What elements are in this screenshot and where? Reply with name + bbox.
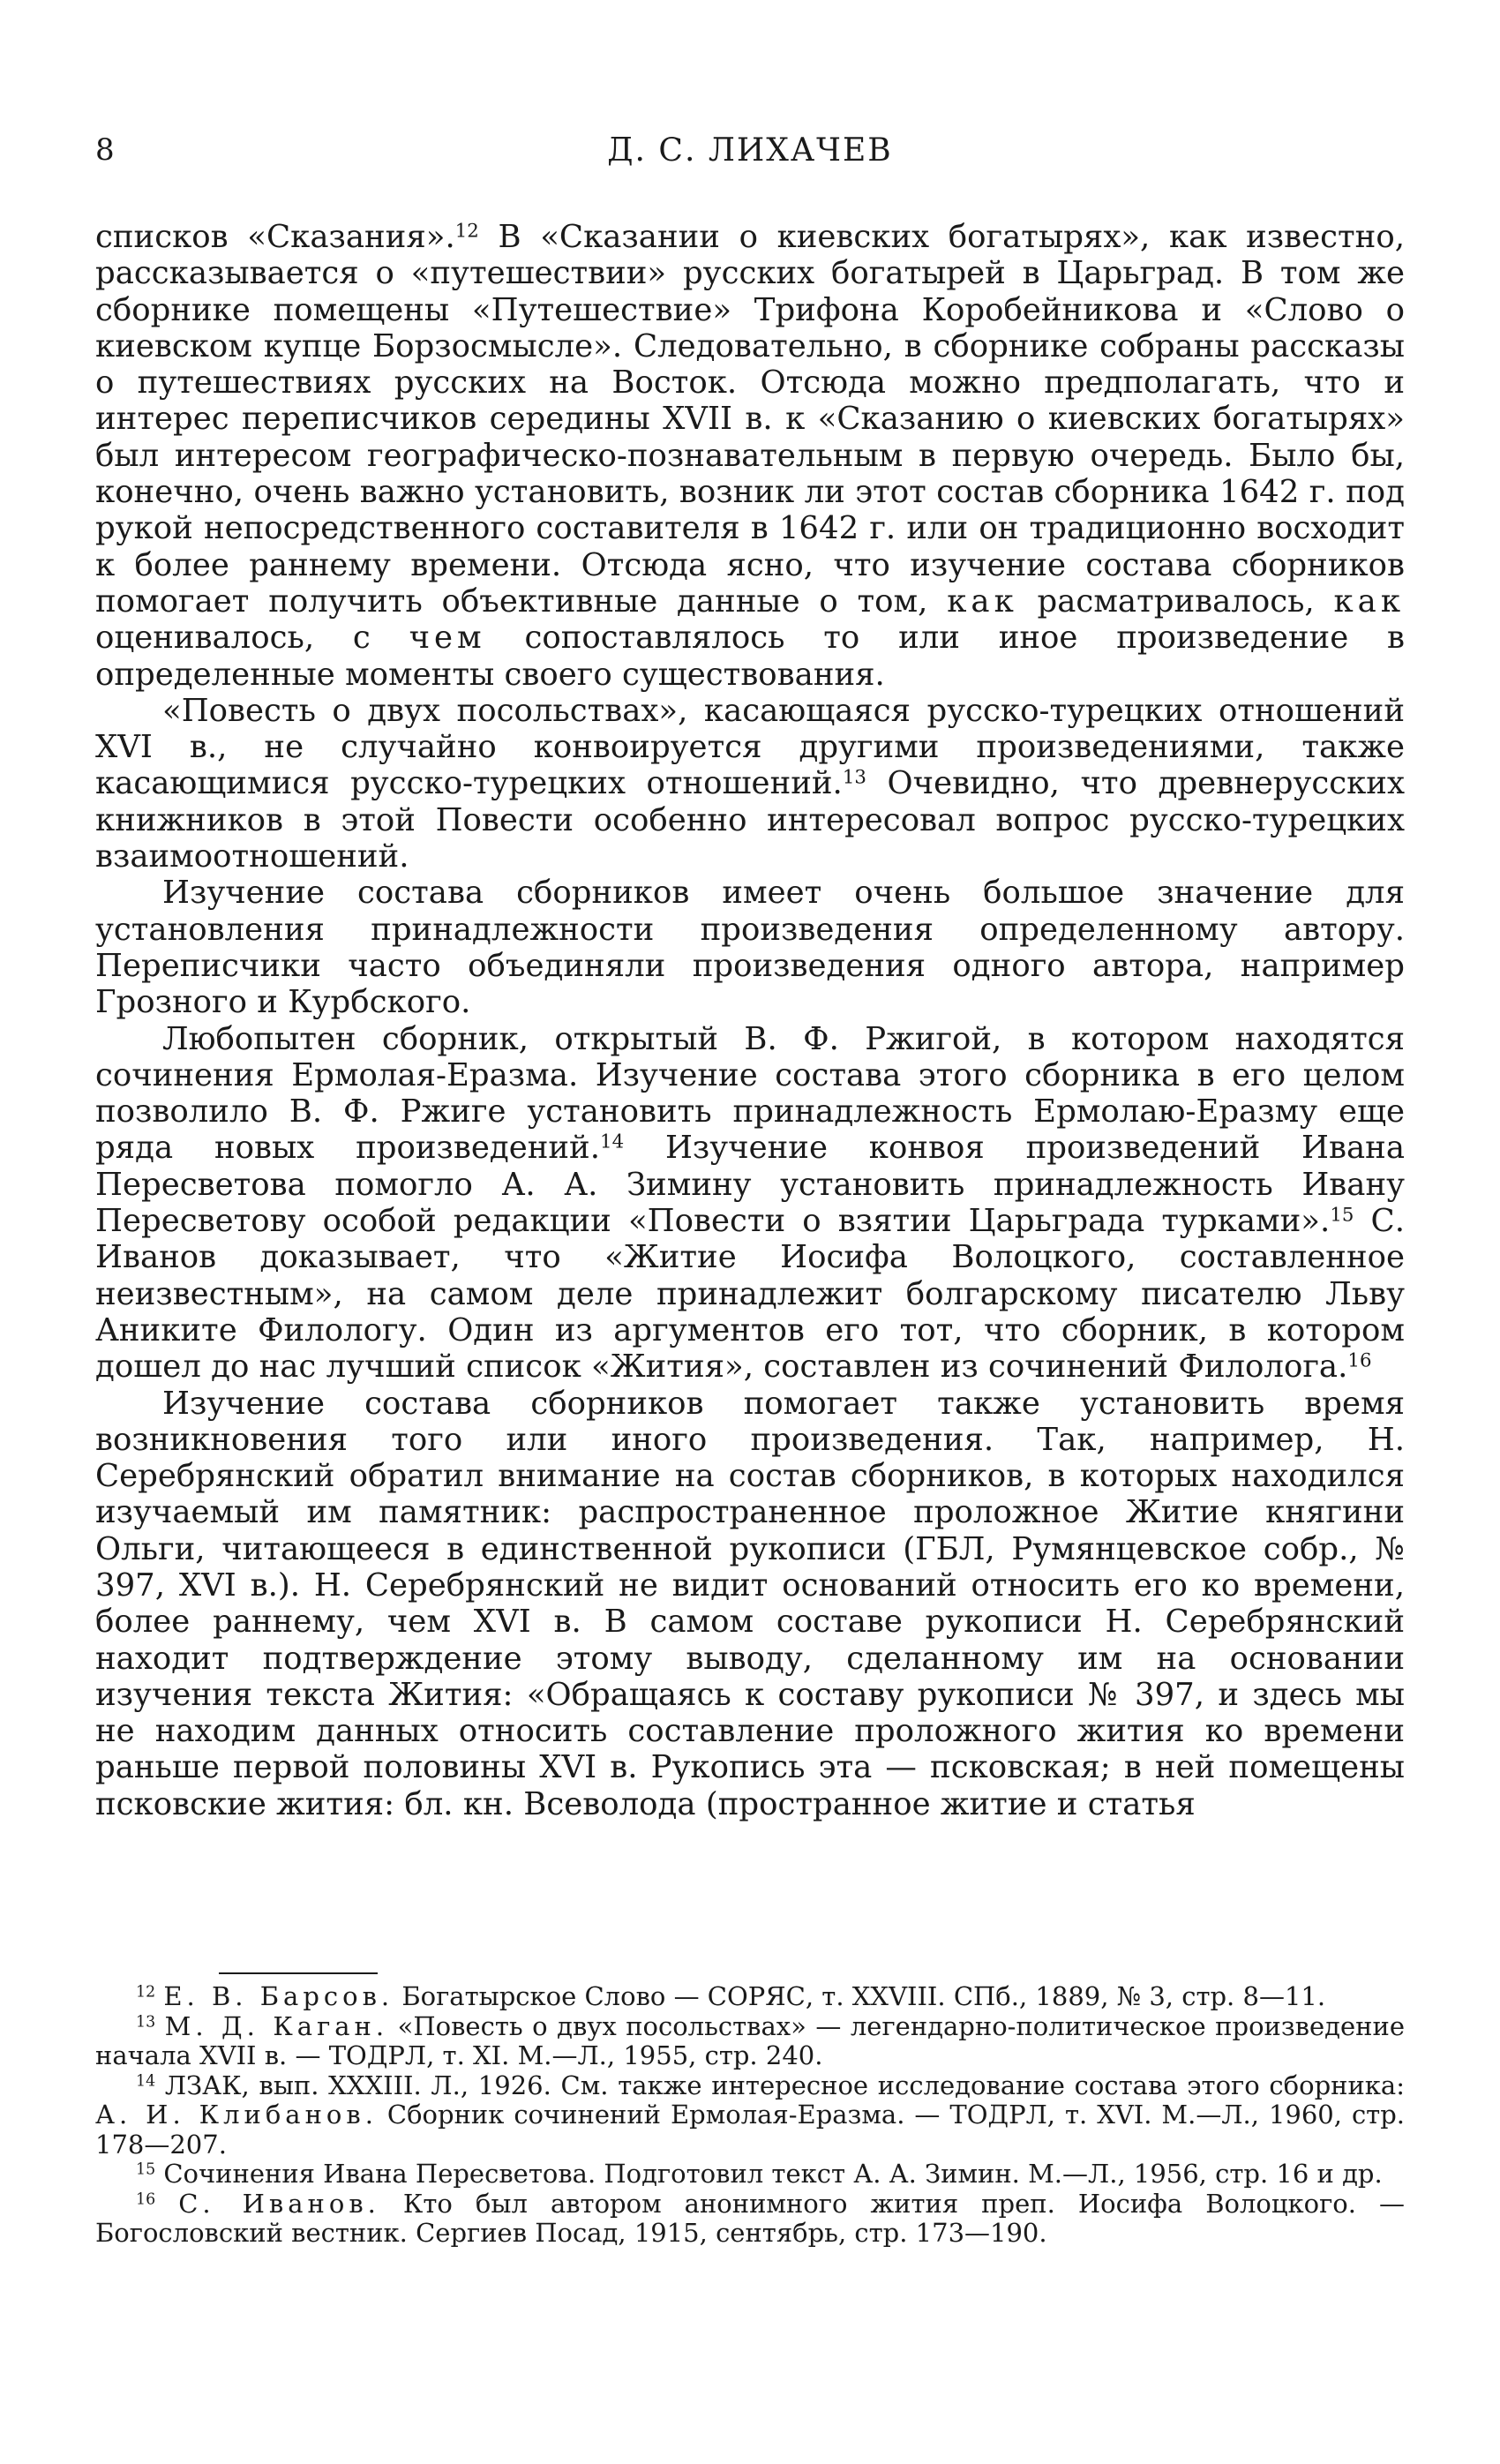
footnote-ref[interactable]: 12 (454, 220, 479, 243)
footnote-ref[interactable]: 15 (1330, 1204, 1354, 1227)
footnote: $^{15}$ Сочинения Ивана Пересветова. Подготовил текст А. А. Зимин. М.—Л., 1956, стр. 16 и др. (136, 2159, 1383, 2189)
footnote-ref[interactable]: 13 (842, 766, 866, 789)
running-title: Д. С. ЛИХАЧЕВ (607, 132, 893, 169)
paragraph: списков «Сказания».$^{12}$ В «Сказании о киевских богатырях», как известно, рассказывается о «путешествии» русских богатырей в Царьград. В том же сборнике помещены «Путешествие» Трифона Коробейникова и «Слово о киевском купце Борзосмысле». Следовательно, в сборнике собраны рассказы о путешествиях русских на Восток. Отсюда можно предполагать, что и интерес переписчиков середины XVII в. к «Сказанию о киевских богатырях» был интересом географическо-познавательным в первую очередь. Было бы, конечно, очень важно установить, возник ли этот состав сборника 1642 г. под рукой непосредственного составителя в 1642 г. или он традиционно восходит к более раннему времени. Отсюда ясно, что изучение состава сборников помогает получить объективные данные о том, как расматривалось, как оценивалось, с чем сопоставлялось то или иное произведение в определенные моменты своего существования. (95, 219, 1406, 693)
page-number: 8 (95, 132, 115, 168)
paragraph: Изучение состава сборников помогает также установить время возникновения того или иного произведения. Так, например, Н. Серебрянский обратил внимание на состав сборников, в которых находился изучаемый им памятник: распространенное проложное Житие княгини Ольги, читающееся в единственной рукописи (ГБЛ, Румянцевское собр., № 397, XVI в.). Н. Серебрянский не видит оснований относить его ко времени, более раннему, чем XVI в. В самом составе рукописи Н. Серебрянский находит подтверждение этому выводу, сделанному им на основании изучения текста Жития: «Обращаясь к составу рукописи № 397, и здесь мы не находим данных относить составление проложного жития ко времени раньше первой половины XVI в. Рукопись эта — псковская; в ней помещены псковские жития: бл. кн. Всеволода (пространное житие и статья (95, 1385, 1405, 1822)
footnote: $^{13}$ М. Д. Каган. «Повесть о двух посольствах» — легендарно-политическое произведение начала XVII в. — ТОДРЛ, т. XI. М.—Л., 1955, стр. 240. (95, 2010, 1405, 2070)
footnotes (95, 1982, 1405, 2249)
paragraph: Изучение состава сборников имеет очень большое значение для установления принадлежности произведения определенному автору. Переписчики часто объединяли произведения одного автора, например Грозного и Курбского. (95, 875, 1405, 1021)
paragraph: Любопытен сборник, открытый В. Ф. Ржигой, в котором находятся сочинения Ермолая-Еразма. Изучение состава этого сборника в его целом позволило В. Ф. Ржиге установить принадлежность Ермолаю-Еразму еще ряда новых произведений.$^{14}$ Изучение конвоя произведений Ивана Пересветова помогло А. А. Зимину установить принадлежность Ивану Пересветову особой редакции «Повести о взятии Царьграда турками».$^{15}$ С. Иванов доказывает, что «Житие Иосифа Волоцкого, составленное неизвестным», на самом деле принадлежит болгарскому писателю Льву Аниките Филологу. Один из аргументов его тот, что сборник, в котором дошел до нас лучший список «Жития», составлен из сочинений Филолога.$^{16}$ (95, 1020, 1405, 1386)
footnote-ref[interactable]: 14 (600, 1131, 625, 1153)
footnote: $^{16}$ С. Иванов. Кто был автором анонимного жития преп. Иосифа Волоцкого. — Богословский вестник. Сергиев Посад, 1915, сентябрь, стр. 173—190. (95, 2188, 1405, 2248)
paragraph: «Повесть о двух посольствах», касающаяся русско-турецких отношений XVI в., не случайно конвоируется другими произведениями, также касающимися русско-турецких отношений.$^{13}$ Очевидно, что древнерусских книжников в этой Повести особенно интересовал вопрос русско-турецких взаимоотношений. (95, 692, 1405, 875)
body-text (95, 219, 1405, 1822)
page-header (95, 132, 1405, 185)
footnote: $^{14}$ ЛЗАК, вып. XXXIII. Л., 1926. См. также интересное исследование состава этого сборника: А. И. Клибанов. Сборник сочинений Ермолая-Еразма. — ТОДРЛ, т. XVI. М.—Л., 1960, стр. 178—207. (95, 2070, 1406, 2160)
footnote-ref[interactable]: 16 (1347, 1349, 1372, 1372)
footnote: $^{12}$ Е. В. Барсов. Богатырское Слово — СОРЯС, т. XXVIII. СПб., 1889, № 3, стр. 8—11. (136, 1981, 1326, 2011)
footnote-separator (219, 1972, 378, 1974)
